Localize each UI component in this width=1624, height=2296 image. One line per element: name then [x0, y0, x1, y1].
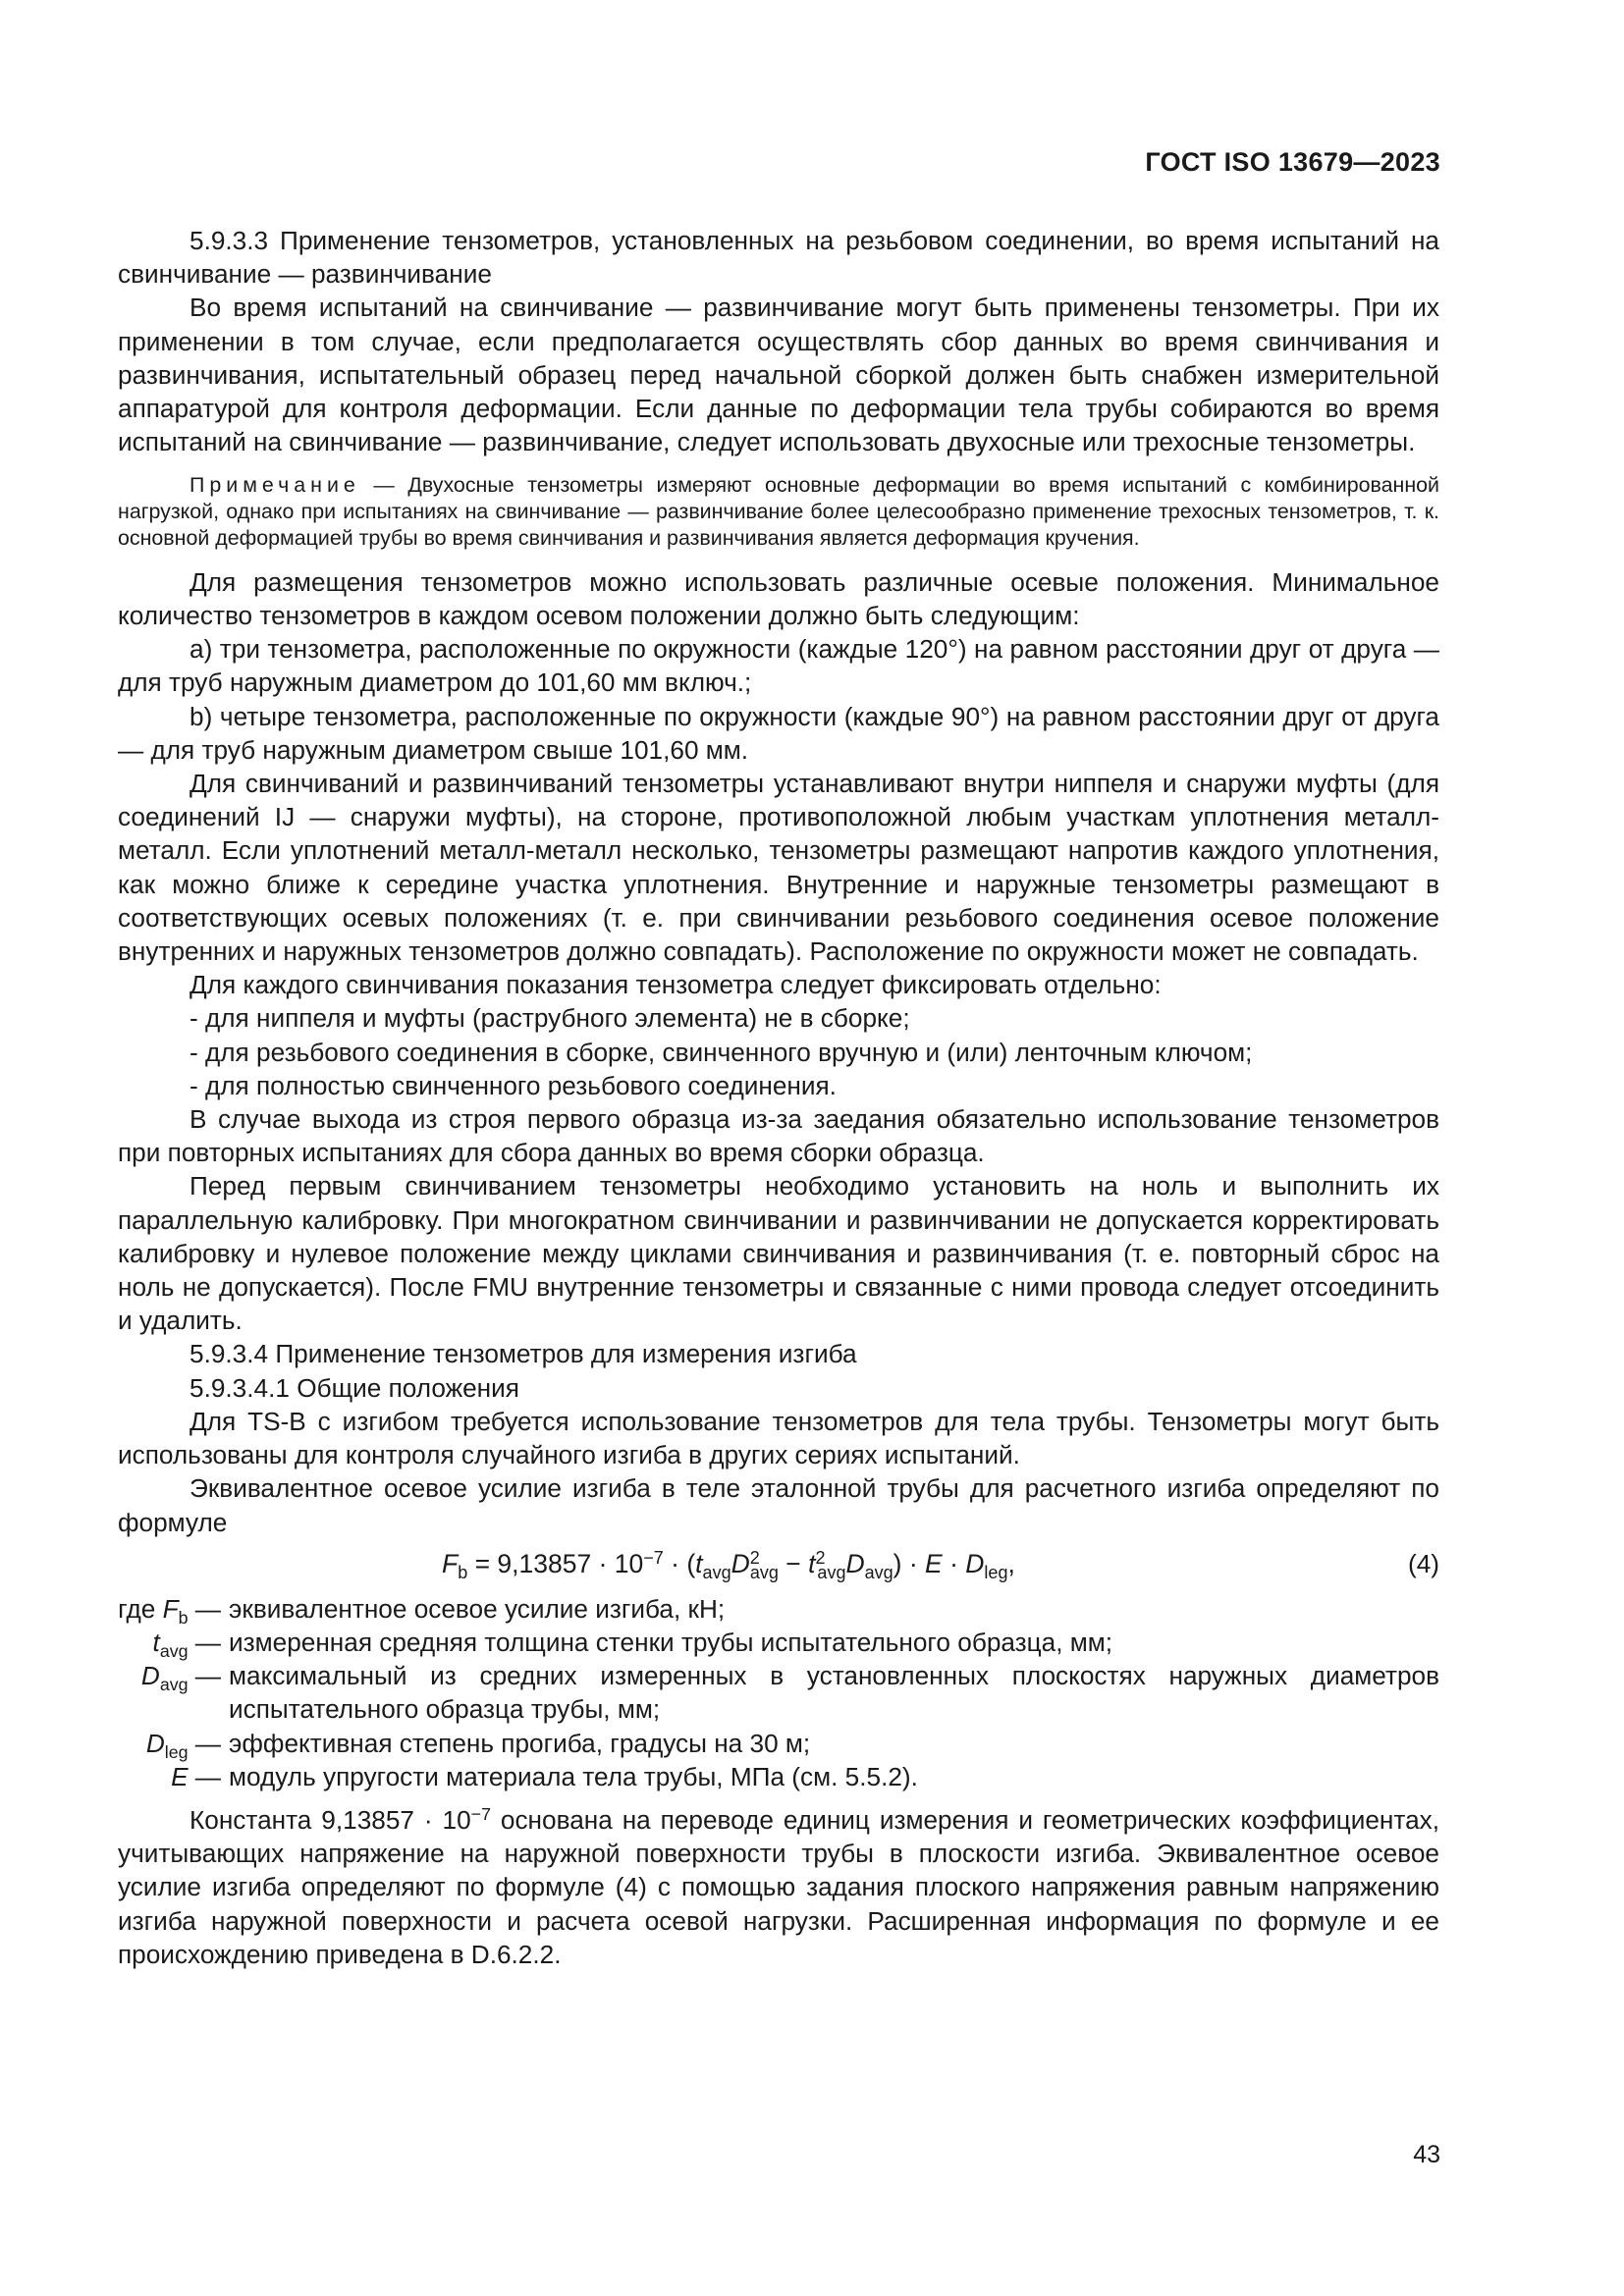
paragraph: Эквивалентное осевое усилие изгиба в теле эталонной трубы для расчетного изгиба определяют по формуле	[118, 1473, 1439, 1537]
paragraph: В случае выхода из строя первого образца из-за заедания обязательно использование тензометров при повторных испытаниях для сбора данных во время сборки образца.	[118, 1104, 1439, 1168]
page-body	[118, 224, 1439, 1971]
document-code-header: ГОСТ ISO 13679—2023	[1145, 147, 1440, 177]
section-heading-5-9-3-3: 5.9.3.3 Применение тензометров, установленных на резьбовом соединении, во время испытаний на свинчивание — развинчивание	[118, 226, 1439, 290]
list-item: a) три тензометра, расположенные по окружности (каждые 120°) на равном расстоянии друг от друга — для труб наружным диаметром до 101,60 мм включ.;	[118, 634, 1439, 698]
formula-expression: $F_b = 9,13857 \cdot 10^{-7} \cdot (t_{avg}D^2_{avg} - t^2_{avg}D_{avg}) \cdot E \cdot D_{leg}$,	[442, 1547, 1015, 1582]
section-heading-5-9-3-4-1: 5.9.3.4.1 Общие положения	[189, 1372, 519, 1403]
paragraph: Для свинчиваний и развинчиваний тензометры устанавливают внутри ниппеля и снаружи муфты (для соединений IJ — снаружи муфты), на стороне, противоположной любым участкам уплотнения металл-металл. Если уплотнений металл-металл несколько, тензометры размещают напротив каждого уплотнения, как можно ближе к середине участка уплотнения. Внутренние и наружные тензометры размещают в соответствующих осевых положениях (т. е. при свинчивании резьбового соединения осевое положение внутренних и наружных тензометров должно совпадать). Расположение по окружности может не совпадать.	[118, 769, 1439, 967]
note-paragraph	[118, 472, 1439, 551]
formula-legend	[118, 1592, 1439, 1793]
legend-row-fb: где $F_b$ — эквивалентное осевое усилие изгиба, кН;	[118, 1593, 726, 1628]
legend-row-davg: $D_{avg}$ — максимальный из средних измеренных в установленных плоскостях наружных диаметров испытательного образца трубы, мм;	[140, 1661, 1439, 1725]
list-item: - для резьбового соединения в сборке, свинченного вручную и (или) ленточным ключом;	[189, 1037, 1253, 1067]
list-item: - для ниппеля и муфты (раструбного элемента) не в сборке;	[189, 1003, 910, 1034]
section-heading-5-9-3-4: 5.9.3.4 Применение тензометров для измерения изгиба	[189, 1339, 857, 1369]
paragraph: Для TS-B с изгибом требуется использование тензометров для тела трубы. Тензометры могут быть использованы для контроля случайного изгиба в других сериях испытаний.	[118, 1406, 1439, 1470]
note-text: — Двухосные тензометры измеряют основные деформации во время испытаний с комбинированной нагрузкой, однако при испытаниях на свинчивание — развинчивание более целесообразно применение трехосных тензометров, т. к. основной деформацией трубы во время свинчивания и развинчивания является деформация кручения.	[118, 473, 1439, 551]
paragraph: Перед первым свинчиванием тензометры необходимо установить на ноль и выполнить их параллельную калибровку. При многократном свинчивании и развинчивании не допускается корректировать калибровку и нулевое положение между циклами свинчивания и развинчивания (т. е. повторный сброс на ноль не допускается). После FMU внутренние тензометры и связанные с ними провода следует отсоединить и удалить.	[118, 1171, 1439, 1336]
note-label: Примечание	[189, 473, 360, 498]
paragraph: Во время испытаний на свинчивание — развинчивание могут быть применены тензометры. При их применении в том случае, если предполагается осуществлять сбор данных во время свинчивания и развинчивания, испытательный образец перед начальной сборкой должен быть снабжен измерительной аппаратурой для контроля деформации. Если данные по деформации тела трубы собираются во время испытаний на свинчивание — развинчивание, следует использовать двухосные или трехосные тензометры.	[118, 293, 1439, 457]
formula-4	[118, 1543, 1439, 1588]
paragraph-constant: Константа $9,13857 \cdot 10^{-7}$ основана на переводе единиц измерения и геометрических коэффициентах, учитывающих напряжение на наружной поверхности трубы в плоскости изгиба. Эквивалентное осевое усилие изгиба определяют по формуле (4) с помощью задания плоского напряжения равным напряжению изгиба наружной поверхности и расчета осевой нагрузки. Расширенная информация по формуле и ее происхождению приведена в D.6.2.2.	[118, 1804, 1440, 1969]
page-number: 43	[1413, 2141, 1440, 2168]
paragraph: Для размещения тензометров можно использовать различные осевые положения. Минимальное количество тензометров в каждом осевом положении должно быть следующим:	[118, 566, 1439, 631]
legend-row-e: E — модуль упругости материала тела трубы, МПа (см. 5.5.2).	[171, 1761, 918, 1791]
list-item: b) четыре тензометра, расположенные по окружности (каждые 90°) на равном расстоянии друг от друга — для труб наружным диаметром свыше 101,60 мм.	[118, 701, 1439, 765]
formula-number: (4)	[1407, 1548, 1439, 1578]
legend-row-dleg: $D_{leg}$ — эффективная степень прогиба, градусы на 30 м;	[145, 1728, 811, 1762]
legend-row-tavg: $t_{avg}$ — измеренная средняя толщина стенки трубы испытательного образца, мм;	[152, 1627, 1113, 1662]
list-item: - для полностью свинченного резьбового соединения.	[189, 1070, 837, 1100]
paragraph: Для каждого свинчивания показания тензометра следует фиксировать отдельно:	[189, 970, 1162, 1000]
